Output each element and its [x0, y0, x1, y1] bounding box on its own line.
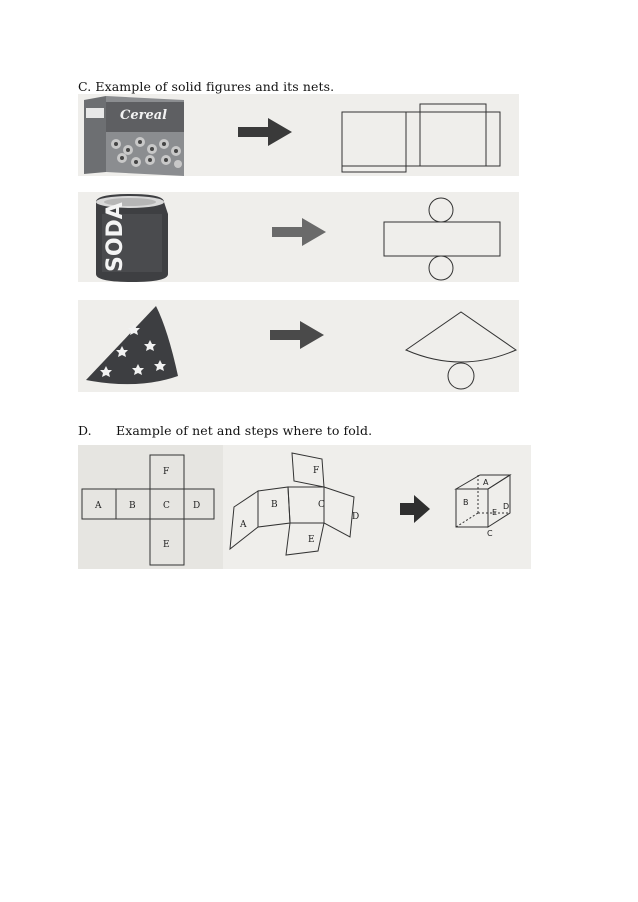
cube-label-d: D — [503, 502, 510, 511]
section-c-heading: C. Example of solid figures and its nets. — [78, 79, 335, 94]
right-arrow-icon — [272, 218, 326, 246]
face-label-a: A — [95, 501, 102, 511]
right-arrow-icon — [238, 118, 292, 146]
cereal-brand-text: Cereal — [120, 108, 168, 123]
cube-label-b: B — [463, 498, 469, 507]
face-label-c: C — [163, 501, 170, 511]
face-label-b: B — [129, 501, 136, 511]
face-label-d: D — [193, 501, 201, 511]
party-hat-row — [78, 300, 519, 392]
cube-labels — [463, 478, 509, 538]
soda-brand-text: SODA — [103, 202, 128, 272]
cube-label-a: A — [483, 478, 489, 487]
cube-label-c: C — [487, 529, 493, 538]
soda-can-image — [96, 194, 168, 282]
fold-label-d: D — [352, 512, 360, 522]
rectangular-prism-net — [342, 104, 500, 172]
fold-label-c: C — [318, 500, 325, 510]
soda-can-row — [78, 192, 519, 282]
cube-label-e: E — [492, 508, 498, 517]
face-label-e: E — [163, 540, 170, 550]
section-d-letter: D. — [78, 423, 92, 438]
cereal-box-row — [78, 94, 519, 176]
right-arrow-icon — [270, 321, 324, 349]
section-d-text: Example of net and steps where to fold. — [116, 423, 373, 438]
fold-label-e: E — [308, 535, 315, 545]
right-arrow-icon — [400, 495, 430, 523]
cereal-box-image — [84, 96, 184, 176]
fold-label-a: A — [240, 520, 247, 530]
fold-label-f: F — [313, 466, 320, 476]
party-hat-image — [86, 306, 178, 384]
cylinder-net — [384, 198, 500, 280]
folding-net-labels — [239, 466, 359, 545]
folding-cube-net — [230, 453, 354, 555]
section-d-heading — [78, 423, 372, 438]
fold-label-b: B — [271, 500, 278, 510]
face-label-f: F — [163, 467, 170, 477]
net-folding-figure — [78, 445, 531, 569]
cone-net — [406, 312, 516, 389]
